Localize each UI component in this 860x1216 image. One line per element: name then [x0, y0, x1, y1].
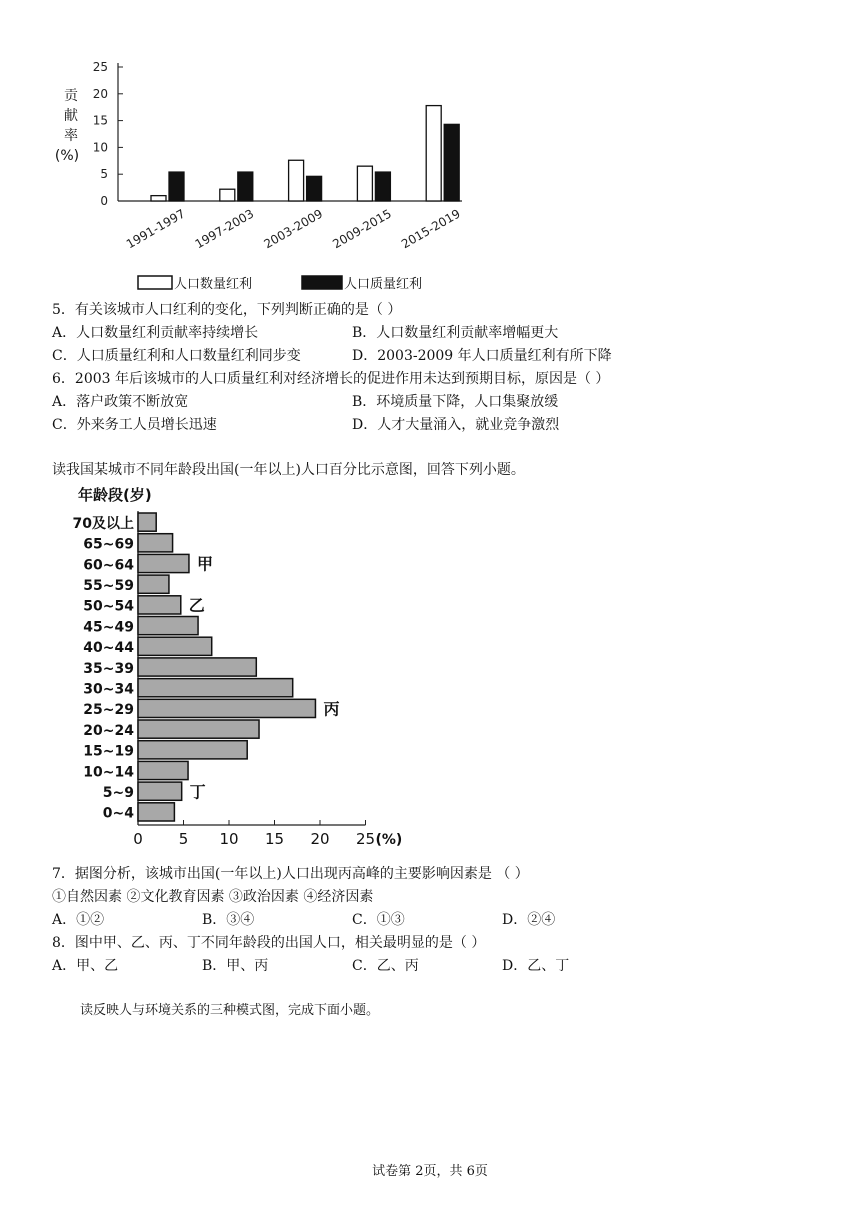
page-footer: 试卷第 2页，共 6页 — [372, 1164, 488, 1179]
chart2-x-tick-label: 5 — [178, 830, 189, 848]
chart1-x-tick-label: 2009-2015 — [330, 206, 394, 252]
chart1-labels — [93, 60, 463, 251]
age-group-bar — [138, 720, 259, 738]
age-group-bar — [138, 679, 293, 697]
q5-option-b[interactable]: B．人口数量红利贡献率增幅更大 — [352, 325, 559, 341]
age-group-label: 10~14 — [83, 764, 134, 781]
q5-option-d[interactable]: D．2003-2009 年人口质量红利有所下降 — [352, 348, 612, 364]
q6-stem: 6．2003 年后该城市的人口质量红利对经济增长的促进作用未达到预期目标，原因是（ ） — [52, 371, 610, 387]
q5-option-c[interactable]: C．人口质量红利和人口数量红利同步变 — [52, 348, 301, 364]
chart1-x-tick-label: 2003-2009 — [261, 206, 326, 252]
q7-stem: 7．据图分析，该城市出国(一年以上)人口出现丙高峰的主要影响因素是 （ ） — [52, 866, 529, 882]
age-group-emigration-chart — [0, 500, 860, 860]
age-group-label: 65~69 — [83, 536, 134, 553]
age-group-annotation: 丙 — [323, 699, 340, 719]
age-group-label: 5~9 — [102, 785, 134, 802]
age-group-annotation: 丁 — [189, 782, 206, 802]
age-group-bar — [138, 637, 212, 655]
age-group-label: 15~19 — [83, 743, 134, 760]
chart1-y-tick-label: 5 — [100, 167, 108, 182]
chart1-bars — [151, 106, 459, 201]
legend-swatch-quality — [302, 276, 342, 289]
quality-dividend-bar — [375, 172, 390, 201]
age-group-bar — [138, 803, 174, 821]
q5-stem: 5．有关该城市人口红利的变化，下列判断正确的是（ ） — [52, 302, 402, 318]
chart2-x-tick-label: 25 — [355, 830, 376, 848]
age-group-annotation: 乙 — [188, 596, 205, 616]
q6-option-c[interactable]: C．外来务工人员增长迅速 — [52, 417, 217, 433]
age-group-label: 60~64 — [83, 557, 134, 574]
age-group-bar — [138, 513, 156, 531]
age-group-bar — [138, 761, 188, 779]
chart1-ylabel-unit: (%) — [54, 148, 80, 164]
chart2-x-tick-label: 20 — [310, 830, 330, 848]
quality-dividend-bar — [444, 124, 459, 201]
q8-option-b[interactable]: B．甲、丙 — [202, 958, 269, 974]
age-group-label: 40~44 — [83, 640, 134, 657]
age-group-label: 30~34 — [83, 681, 134, 698]
chart1-y-tick-label: 20 — [92, 86, 108, 101]
q7-factors: ①自然因素 ②文化教育因素 ③政治因素 ④经济因素 — [52, 889, 374, 905]
chart2-x-tick-label: 10 — [219, 830, 239, 848]
age-group-bar — [138, 699, 315, 717]
age-group-bar — [138, 596, 181, 614]
q8-option-c[interactable]: C．乙、丙 — [352, 958, 419, 974]
age-group-label: 55~59 — [83, 578, 134, 595]
chart1-x-tick-label: 1997-2003 — [192, 206, 257, 252]
chart1-ylabel — [54, 86, 82, 166]
q5-option-a[interactable]: A．人口数量红利贡献率持续增长 — [52, 325, 259, 341]
dividend-contribution-chart — [0, 0, 860, 300]
age-group-bar — [138, 575, 169, 593]
age-group-label: 70及以上 — [72, 515, 134, 532]
chart1-ylabel-char: 献 — [64, 108, 78, 124]
q6-option-d[interactable]: D．人才大量涌入，就业竞争激烈 — [352, 417, 560, 433]
age-group-annotation: 甲 — [196, 554, 213, 574]
q8-stem: 8．图中甲、乙、丙、丁不同年龄段的出国人口，相关最明显的是（ ） — [52, 935, 486, 951]
age-group-bar — [138, 658, 256, 676]
legend-swatch-quantity — [138, 276, 172, 289]
chart2-x-unit: (%) — [375, 832, 403, 848]
chart1-legend — [138, 276, 422, 292]
age-group-bar — [138, 782, 182, 800]
quantity-dividend-bar — [289, 160, 304, 201]
intro-models: 读反映人与环境关系的三种模式图，完成下面小题。 — [80, 1003, 380, 1018]
q6-option-b[interactable]: B．环境质量下降，人口集聚放缓 — [352, 394, 559, 410]
quantity-dividend-bar — [220, 189, 235, 201]
quality-dividend-bar — [307, 176, 322, 201]
age-group-label: 25~29 — [83, 702, 134, 719]
quality-dividend-bar — [169, 172, 184, 201]
chart1-y-tick-label: 15 — [92, 113, 108, 128]
age-group-label: 0~4 — [102, 805, 134, 822]
chart2-x-tick-label: 15 — [264, 830, 285, 848]
q6-option-a[interactable]: A．落户政策不断放宽 — [52, 394, 189, 410]
chart2-x-tick-label: 0 — [133, 830, 143, 848]
age-group-label: 50~54 — [83, 598, 134, 615]
age-group-label: 45~49 — [83, 619, 134, 636]
age-group-bar — [138, 617, 198, 635]
q7-option-c[interactable]: C．①③ — [352, 912, 405, 928]
age-group-bar — [138, 554, 189, 572]
quantity-dividend-bar — [357, 166, 372, 201]
quality-dividend-bar — [238, 172, 253, 201]
q7-option-a[interactable]: A．①② — [52, 912, 105, 928]
chart1-ylabel-char: 率 — [64, 128, 78, 144]
chart2-ylabel: 年龄段(岁) — [78, 486, 152, 504]
chart1-x-tick-label: 1991-1997 — [123, 206, 188, 252]
quantity-dividend-bar — [426, 106, 441, 201]
age-group-bar — [138, 741, 247, 759]
age-group-label: 35~39 — [83, 660, 134, 677]
chart1-y-tick-label: 10 — [92, 140, 108, 155]
chart1-ylabel-char: 贡 — [64, 88, 78, 104]
q8-option-a[interactable]: A．甲、乙 — [52, 958, 119, 974]
chart1-y-tick-label: 0 — [100, 194, 108, 208]
age-group-bar — [138, 534, 173, 552]
age-group-label: 20~24 — [83, 722, 134, 739]
q7-option-b[interactable]: B．③④ — [202, 912, 255, 928]
legend-label-quantity: 人口数量红利 — [174, 277, 253, 292]
q7-option-d[interactable]: D．②④ — [502, 912, 556, 928]
chart1-x-tick-label: 2015-2019 — [399, 206, 463, 252]
q8-option-d[interactable]: D．乙、丁 — [502, 958, 570, 974]
chart1-y-tick-label: 25 — [92, 60, 108, 74]
legend-label-quality: 人口质量红利 — [344, 277, 423, 292]
intro-age-chart: 读我国某城市不同年龄段出国(一年以上)人口百分比示意图，回答下列小题。 — [52, 462, 525, 478]
chart2-bars — [138, 513, 315, 821]
quantity-dividend-bar — [151, 196, 166, 201]
